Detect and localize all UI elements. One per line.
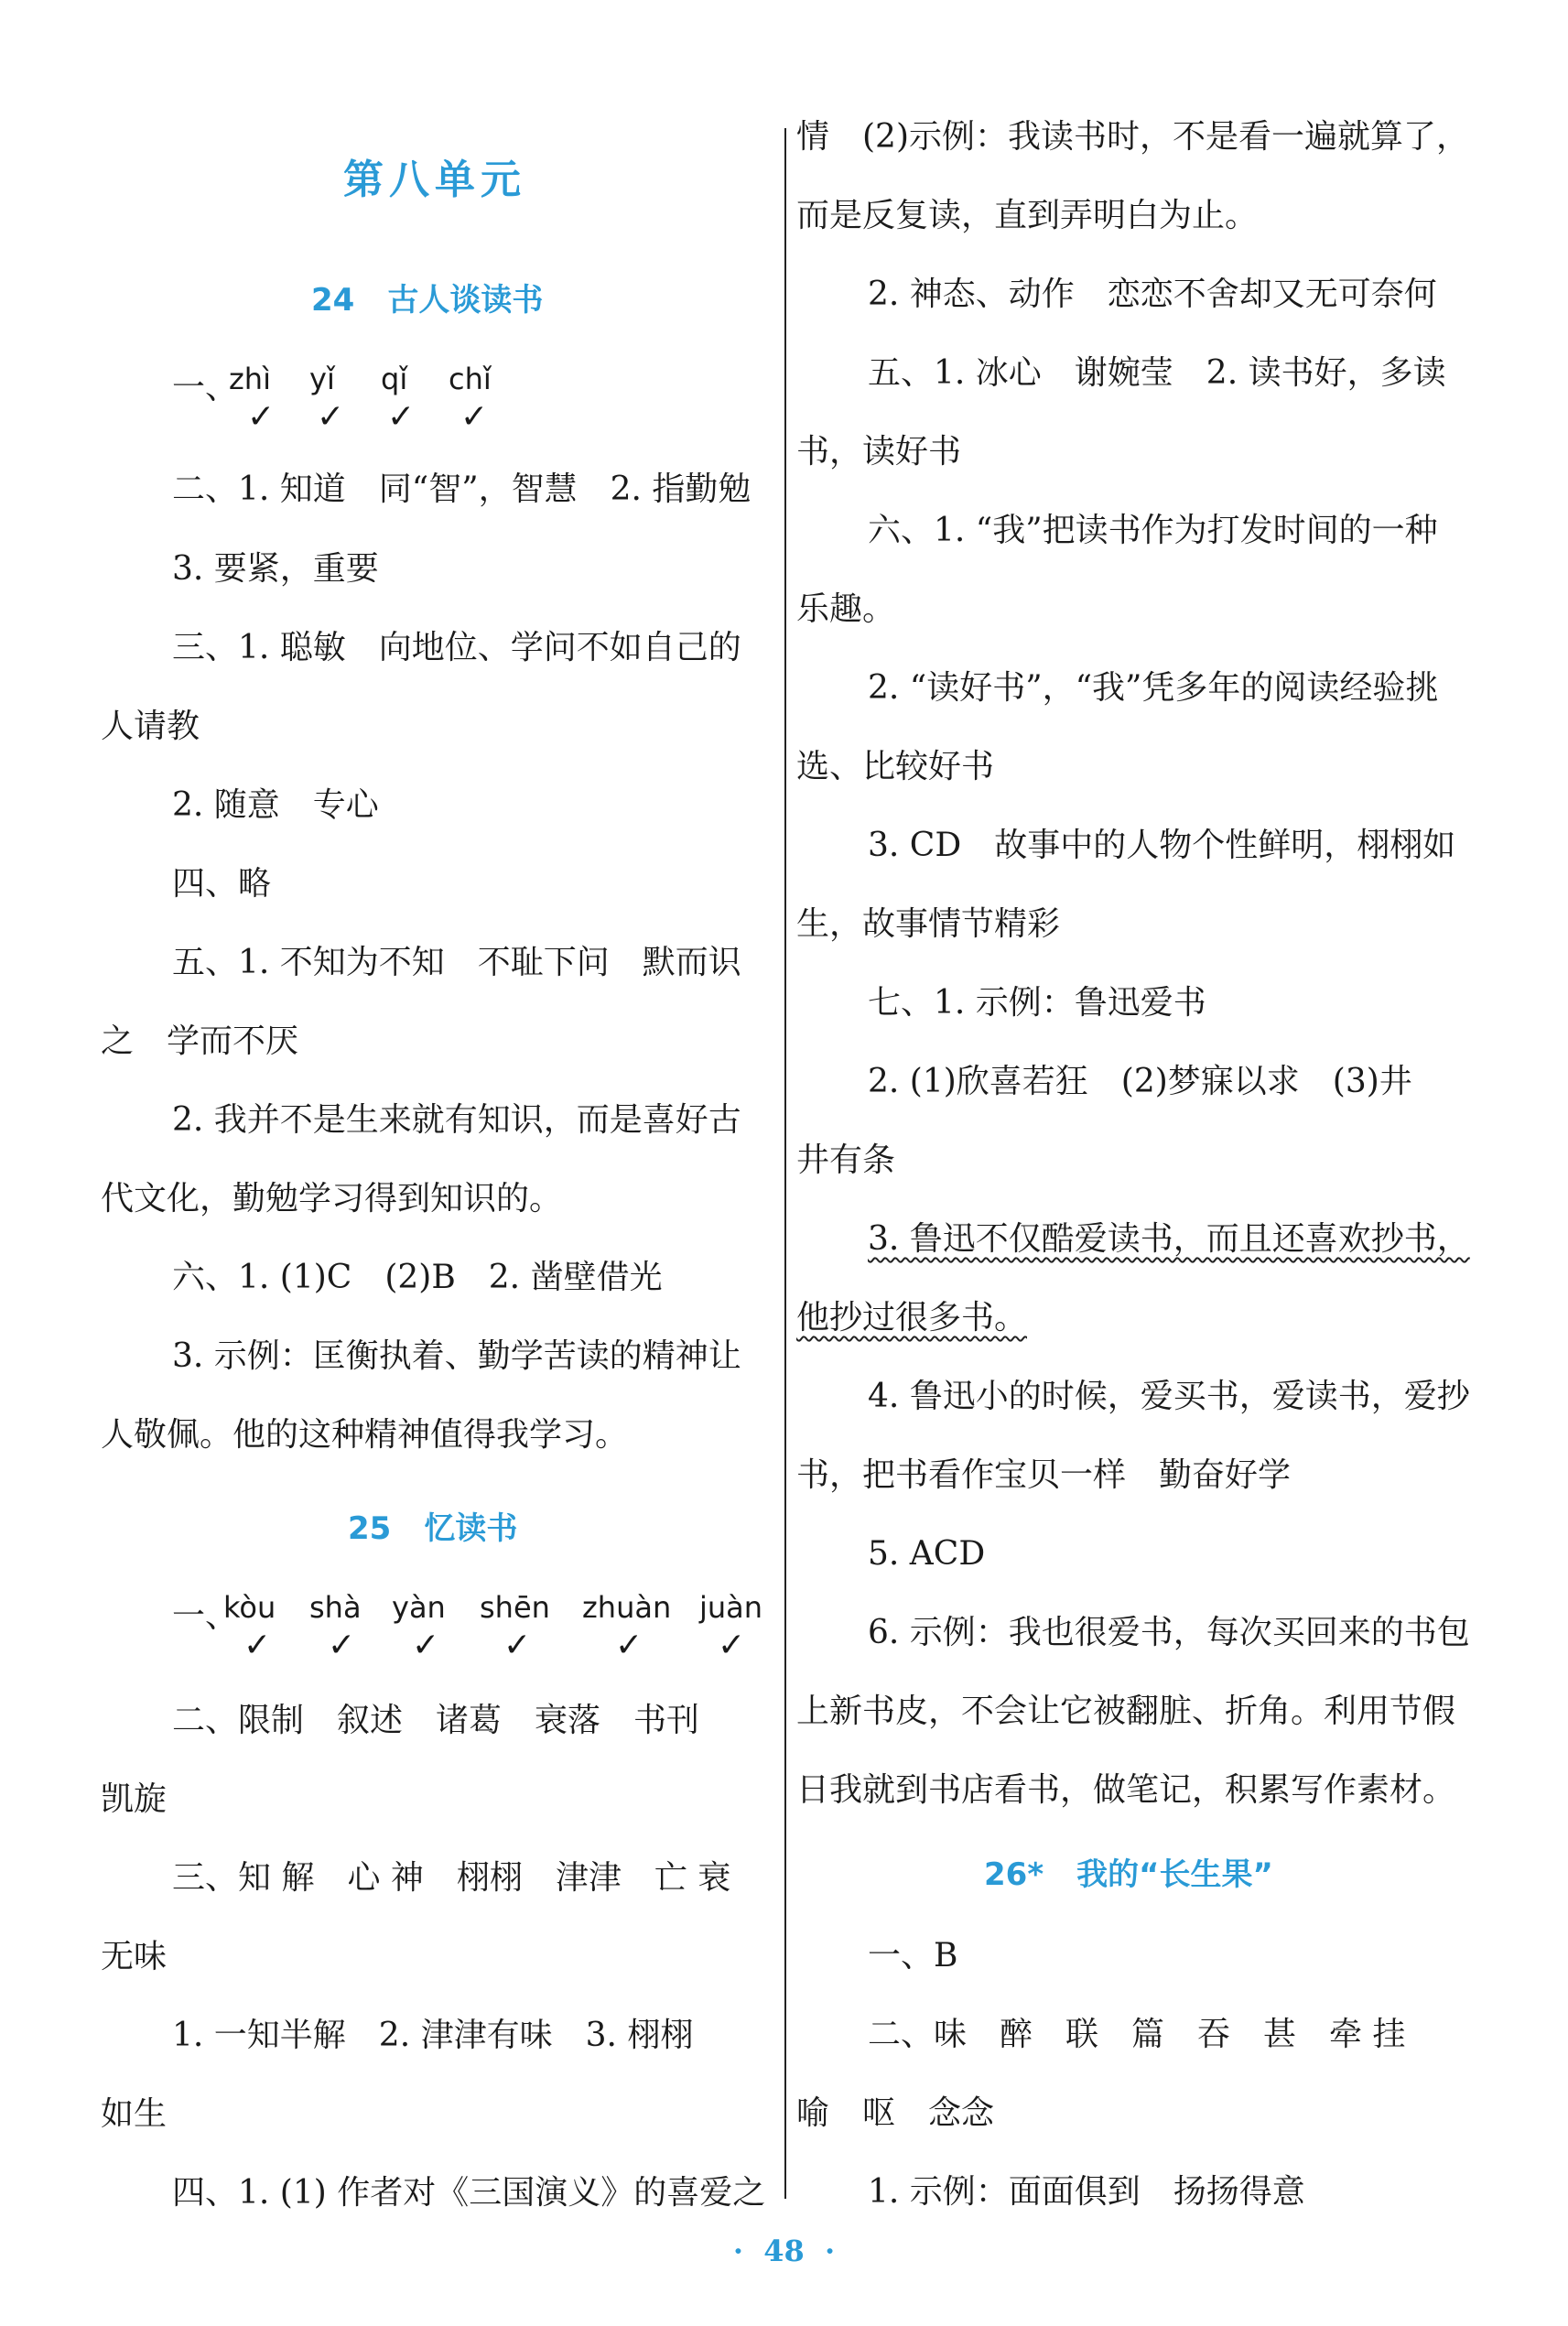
answer-line: 6. 示例：我也很爱书，每次买回来的书包 <box>868 1614 1470 1651</box>
section-24-title <box>311 275 543 319</box>
answer-line: 七、1. 示例：鲁迅爱书 <box>868 984 1206 1022</box>
answer-line: 喻 呕 念念 <box>796 2094 995 2132</box>
pinyin-item: zhuàn <box>582 1590 672 1625</box>
answer-line: 情 (2)示例：我读书时，不是看一遍就算了， <box>796 118 1469 156</box>
check-mark-icon: ✓ <box>317 398 345 436</box>
check-mark-icon: ✓ <box>503 1627 532 1664</box>
check-mark-icon: ✓ <box>615 1627 643 1664</box>
section-number: 26* <box>984 1856 1044 1893</box>
question-label: 一、 <box>172 369 239 406</box>
answer-line: 五、1. 不知为不知 不耻下问 默而识 <box>172 944 741 981</box>
check-mark-icon: ✓ <box>387 398 416 436</box>
answer-line: 选、比较好书 <box>796 748 995 785</box>
answer-line: 六、1. (1)C (2)B 2. 凿壁借光 <box>172 1259 663 1296</box>
answer-line: 5. ACD <box>868 1535 986 1573</box>
pinyin-row-24 <box>172 362 648 435</box>
answer-line: 人请教 <box>101 708 200 745</box>
answer-line: 2. 随意 专心 <box>172 786 379 824</box>
check-mark-icon: ✓ <box>718 1627 746 1664</box>
answer-line: 生，故事情节精彩 <box>796 905 1061 943</box>
check-mark-icon: ✓ <box>460 398 489 436</box>
section-26-title <box>984 1849 1273 1894</box>
answer-line: 一、B <box>868 1937 958 1974</box>
answer-line: 而是反复读，直到弄明白为止。 <box>796 197 1259 234</box>
section-number: 24 <box>311 282 355 319</box>
pinyin-item: qǐ <box>381 362 408 396</box>
pinyin-item: zhì <box>229 362 271 396</box>
answer-line: 三、1. 聪敏 向地位、学问不如自己的 <box>172 629 741 666</box>
pinyin-item: kòu <box>223 1590 276 1625</box>
answer-line: 无味 <box>101 1938 168 1975</box>
page-number-value: 48 <box>763 2234 805 2268</box>
pinyin-row-25 <box>172 1590 776 1663</box>
section-name: 我的“长生果” <box>1076 1856 1273 1893</box>
answer-line: 四、1. (1) 作者对《三国演义》的喜爱之 <box>172 2174 766 2212</box>
section-number: 25 <box>348 1510 392 1547</box>
check-mark-icon: ✓ <box>412 1627 440 1664</box>
check-mark-icon: ✓ <box>247 398 276 436</box>
answer-line: 1. 示例：面面俱到 扬扬得意 <box>868 2173 1305 2211</box>
answer-line: 二、限制 叙述 诸葛 衰落 书刊 <box>172 1702 700 1739</box>
answer-line: 凯旋 <box>101 1780 168 1818</box>
section-name: 古人谈读书 <box>387 282 544 319</box>
page-number: · 48 · <box>732 2234 836 2268</box>
answer-line: 上新书皮，不会让它被翻脏、折角。利用节假 <box>796 1693 1456 1730</box>
answer-line: 人敬佩。他的这种精神值得我学习。 <box>101 1416 629 1454</box>
pinyin-item: juàn <box>699 1590 763 1625</box>
answer-line: 五、1. 冰心 谢婉莹 2. 读书好，多读 <box>868 354 1446 392</box>
unit-title: 第八单元 <box>343 157 526 203</box>
answer-line: 2. “读好书”，“我”凭多年的阅读经验挑 <box>868 669 1439 707</box>
answer-line: 书，把书看作宝贝一样 勤奋好学 <box>796 1456 1292 1494</box>
answer-line: 3. CD 故事中的人物个性鲜明，栩栩如 <box>868 827 1456 864</box>
answer-line: 井有条 <box>796 1141 896 1179</box>
pinyin-item: yàn <box>392 1590 446 1625</box>
answer-line: 3. 要紧，重要 <box>172 550 379 588</box>
answer-line: 三、知 解 心 神 栩栩 津津 亡 衰 <box>172 1859 731 1897</box>
check-mark-icon: ✓ <box>328 1627 356 1664</box>
pinyin-item: shà <box>309 1590 362 1625</box>
answer-line: 四、略 <box>172 865 272 903</box>
answer-line: 之 学而不厌 <box>101 1022 299 1060</box>
answer-line-underlined: 3. 鲁迅不仅酷爱读书，而且还喜欢抄书， <box>868 1220 1470 1258</box>
answer-line: 2. (1)欣喜若狂 (2)梦寐以求 (3)井 <box>868 1063 1412 1100</box>
pinyin-item: yǐ <box>309 362 335 396</box>
answer-line: 二、味 醉 联 篇 吞 甚 牵 挂 <box>868 2016 1406 2053</box>
answer-line: 代文化，勤勉学习得到知识的。 <box>101 1180 563 1217</box>
section-25-title <box>348 1503 517 1548</box>
answer-line: 2. 我并不是生来就有知识，而是喜好古 <box>172 1101 741 1139</box>
question-label: 一、 <box>172 1597 239 1635</box>
answer-line: 日我就到书店看书，做笔记，积累写作素材。 <box>796 1771 1456 1809</box>
column-divider <box>784 128 786 2199</box>
answer-line: 2. 神态、动作 恋恋不舍却又无可奈何 <box>868 276 1437 313</box>
answer-line: 3. 示例：匡衡执着、勤学苦读的精神让 <box>172 1337 741 1375</box>
pinyin-item: shēn <box>480 1590 550 1625</box>
answer-line-underlined: 他抄过很多书。 <box>796 1299 1028 1336</box>
answer-line: 六、1. “我”把读书作为打发时间的一种 <box>868 512 1438 549</box>
answer-line: 书，读好书 <box>796 433 962 471</box>
section-name: 忆读书 <box>424 1510 518 1547</box>
answer-line: 二、1. 知道 同“智”，智慧 2. 指勤勉 <box>172 471 752 508</box>
answer-line: 4. 鲁迅小的时候，爱买书，爱读书，爱抄 <box>868 1378 1470 1415</box>
answer-line: 乐趣。 <box>796 590 896 628</box>
answer-line: 如生 <box>101 2095 168 2133</box>
check-mark-icon: ✓ <box>243 1627 272 1664</box>
answer-line: 1. 一知半解 2. 津津有味 3. 栩栩 <box>172 2017 694 2054</box>
pinyin-item: chǐ <box>449 362 492 396</box>
